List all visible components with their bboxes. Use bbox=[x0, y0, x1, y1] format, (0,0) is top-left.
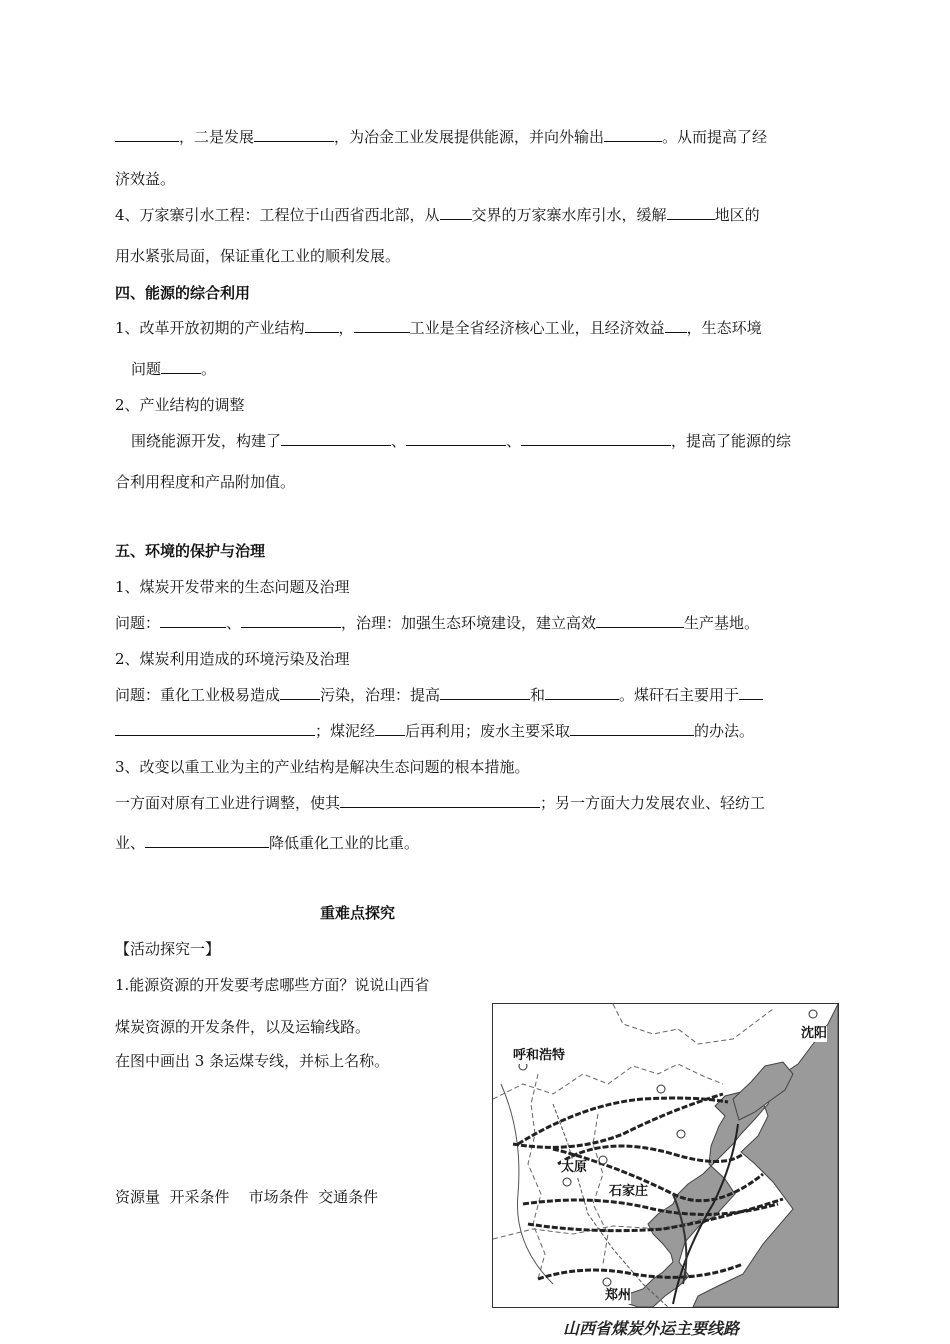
sea-area bbox=[623, 1004, 838, 1307]
blank[interactable] bbox=[241, 613, 341, 628]
blank[interactable] bbox=[281, 431, 391, 446]
province-border bbox=[528, 1074, 545, 1279]
province-border bbox=[613, 1004, 773, 1044]
blank[interactable] bbox=[596, 613, 684, 628]
sec4-item1: 1、改革开放初期的产业结构 ， 工业是全省经济核心工业，且经济效益 ，生态环境 bbox=[115, 319, 762, 337]
blank[interactable] bbox=[521, 431, 671, 446]
province-border bbox=[493, 1064, 723, 1099]
blank[interactable] bbox=[145, 833, 269, 848]
blank[interactable] bbox=[161, 359, 201, 374]
map-caption: 山西省煤炭外运主要线路 bbox=[563, 1319, 740, 1338]
blank[interactable] bbox=[570, 721, 694, 736]
blank[interactable] bbox=[254, 127, 334, 142]
city-marker bbox=[603, 1278, 611, 1286]
coal-transport-map[interactable] bbox=[492, 1003, 839, 1308]
question-line1: 1.能源资源的开发要考虑哪些方面？说说山西省 bbox=[115, 976, 430, 994]
sec4-item2-line: 围绕能源开发，构建了 、 、 ，提高了能源的综 bbox=[131, 432, 792, 450]
sec3-line3: 4、万家寨引水工程：工程位于山西省西北部，从 交界的万家寨水库引水，缓解 地区的 bbox=[115, 206, 760, 224]
blank[interactable] bbox=[440, 685, 530, 700]
city-label-shijiazhuang: 石家庄 bbox=[609, 1184, 649, 1199]
blank[interactable] bbox=[305, 318, 339, 333]
explore-title: 重难点探究 bbox=[320, 904, 396, 922]
sec5-item3-line: 一方面对原有工业进行调整，使其 ；另一方面大力发展农业、轻纺工 bbox=[115, 794, 766, 812]
sec3-line1: ，二是发展 ，为冶金工业发展提供能源，并向外输出 。从而提高了经 bbox=[115, 126, 767, 148]
rail-line bbox=[518, 1098, 728, 1144]
activity-label: 【活动探究一】 bbox=[115, 940, 221, 958]
sec5-item3-cont: 业、 降低重化工业的比重。 bbox=[115, 834, 420, 852]
blank[interactable] bbox=[115, 721, 315, 736]
blank[interactable] bbox=[354, 318, 410, 333]
sec3-line4: 用水紧张局面，保证重化工业的顺利发展。 bbox=[115, 247, 401, 265]
blank[interactable] bbox=[160, 613, 226, 628]
city-marker bbox=[677, 1130, 685, 1138]
blank[interactable] bbox=[406, 431, 506, 446]
sec4-heading: 四、能源的综合利用 bbox=[115, 284, 251, 302]
blank[interactable] bbox=[667, 205, 715, 220]
city-label-taiyuan: 太原 bbox=[561, 1160, 588, 1175]
city-marker bbox=[809, 1010, 817, 1018]
city-marker bbox=[599, 1156, 607, 1164]
sec5-item2-cont: ；煤泥经 后再利用；废水主要采取 的办法。 bbox=[115, 720, 754, 742]
blank[interactable] bbox=[440, 205, 472, 220]
blank[interactable] bbox=[604, 127, 662, 142]
city-marker bbox=[657, 1085, 665, 1093]
question-line2: 煤炭资源的开发条件，以及运输线路。 bbox=[115, 1018, 371, 1036]
sec3-line2: 济效益。 bbox=[115, 170, 176, 188]
factors-line: 资源量 开采条件 市场条件 交通条件 bbox=[115, 1188, 379, 1206]
blank[interactable] bbox=[739, 685, 763, 700]
blank[interactable] bbox=[340, 793, 540, 808]
sec5-heading: 五、环境的保护与治理 bbox=[115, 542, 266, 560]
sec4-item2: 2、产业结构的调整 bbox=[115, 396, 245, 414]
sec5-item2: 2、煤炭利用造成的环境污染及治理 bbox=[115, 650, 350, 668]
sec4-item2-cont: 合利用程度和产品附加值。 bbox=[115, 473, 296, 491]
rail-line bbox=[538, 1264, 743, 1279]
question-line3: 在图中画出 3 条运煤专线，并标上名称。 bbox=[115, 1052, 390, 1070]
city-marker bbox=[563, 1178, 571, 1186]
blank[interactable] bbox=[280, 685, 320, 700]
province-border bbox=[593, 1114, 608, 1264]
blank[interactable] bbox=[665, 318, 687, 333]
blank[interactable] bbox=[375, 721, 405, 736]
sec5-item3: 3、改变以重工业为主的产业结构是解决生态问题的根本措施。 bbox=[115, 758, 530, 776]
city-label-hohhot: 呼和浩特 bbox=[513, 1048, 566, 1063]
city-label-zhengzhou: 郑州 bbox=[605, 1288, 632, 1303]
sec5-item1-line: 问题： 、 ，治理：加强生态环境建设，建立高效 生产基地。 bbox=[115, 614, 760, 632]
blank[interactable] bbox=[545, 685, 619, 700]
sec5-item1: 1、煤炭开发带来的生态问题及治理 bbox=[115, 578, 350, 596]
sec4-item1-cont: 问题 。 bbox=[131, 360, 217, 378]
sec5-item2-line: 问题：重化工业极易造成 污染，治理：提高 和 。煤矸石主要用于 bbox=[115, 684, 763, 706]
blank[interactable] bbox=[115, 127, 179, 142]
city-label-shenyang: 沈阳 bbox=[801, 1026, 828, 1041]
